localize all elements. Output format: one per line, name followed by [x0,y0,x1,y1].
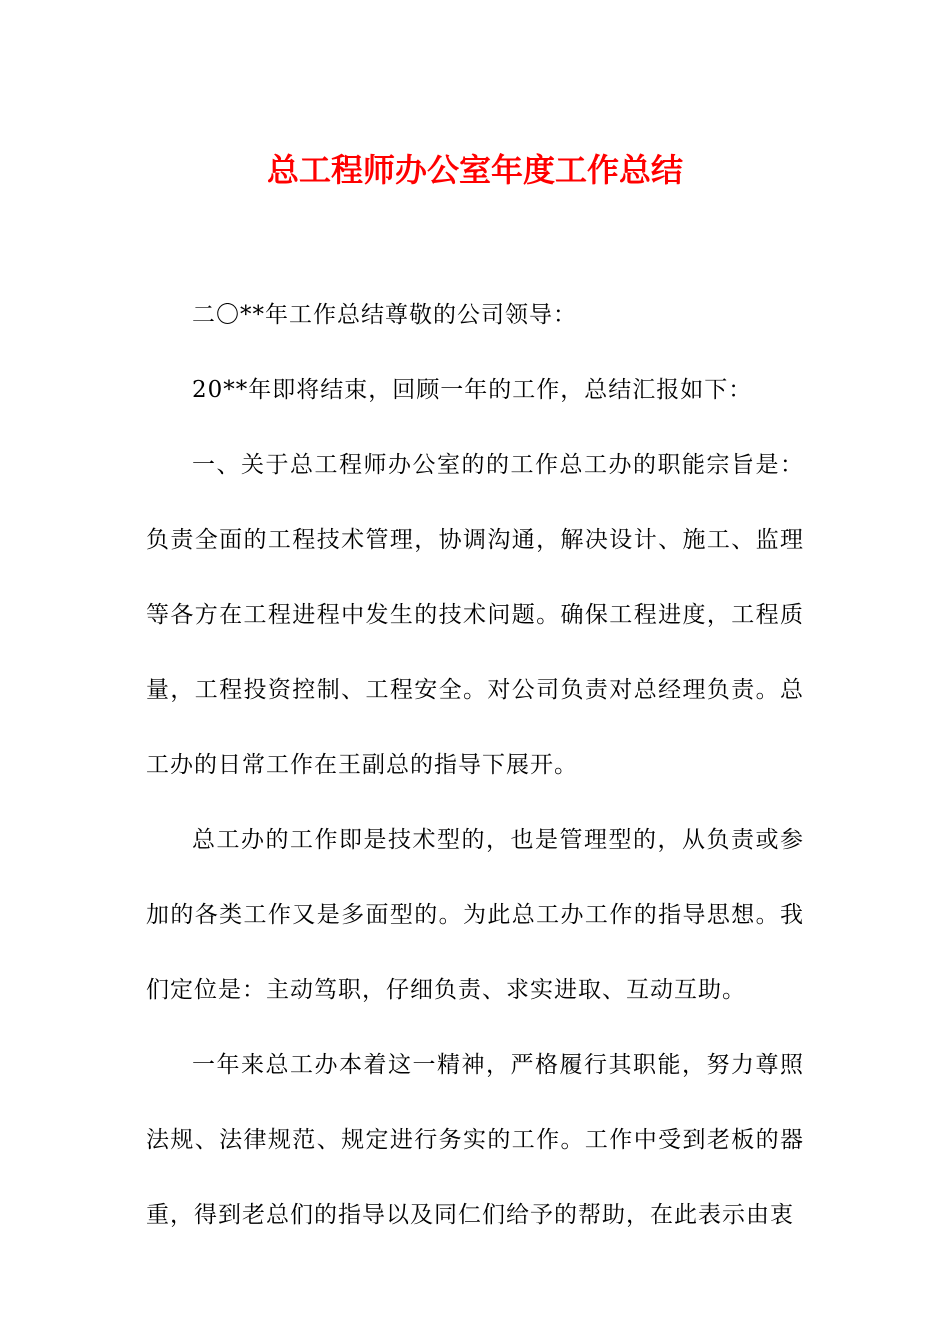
paragraph-intro: 20**年即将结束，回顾一年的工作，总结汇报如下： [192,377,753,403]
document-title: 总工程师办公室年度工作总结 [266,151,683,189]
paragraph-salutation: 二〇**年工作总结尊敬的公司领导： [192,302,577,328]
paragraph-year-review: 一年来总工办本着这一精神，严格履行其职能，努力尊照法规、法律规范、规定进行务实的工作。工作中受到老板的器重，得到老总们的指导以及同仁们给予的帮助，在此表示由衷 [146,1052,804,1228]
paragraph-guiding-idea: 总工办的工作即是技术型的，也是管理型的，从负责或参加的各类工作又是多面型的。为此总工办工作的指导思想。我们定位是：主动笃职，仔细负责、求实进取、互动互助。 [146,827,804,1003]
paragraph-section-one: 一、关于总工程师办公室的的工作总工办的职能宗旨是：负责全面的工程技术管理，协调沟通，解决设计、施工、监理等各方在工程进程中发生的技术问题。确保工程进度，工程质量，工程投资控制、工程安全。对公司负责对总经理负责。总工办的日常工作在王副总的指导下展开。 [146,452,804,778]
document-body [146,278,804,1253]
